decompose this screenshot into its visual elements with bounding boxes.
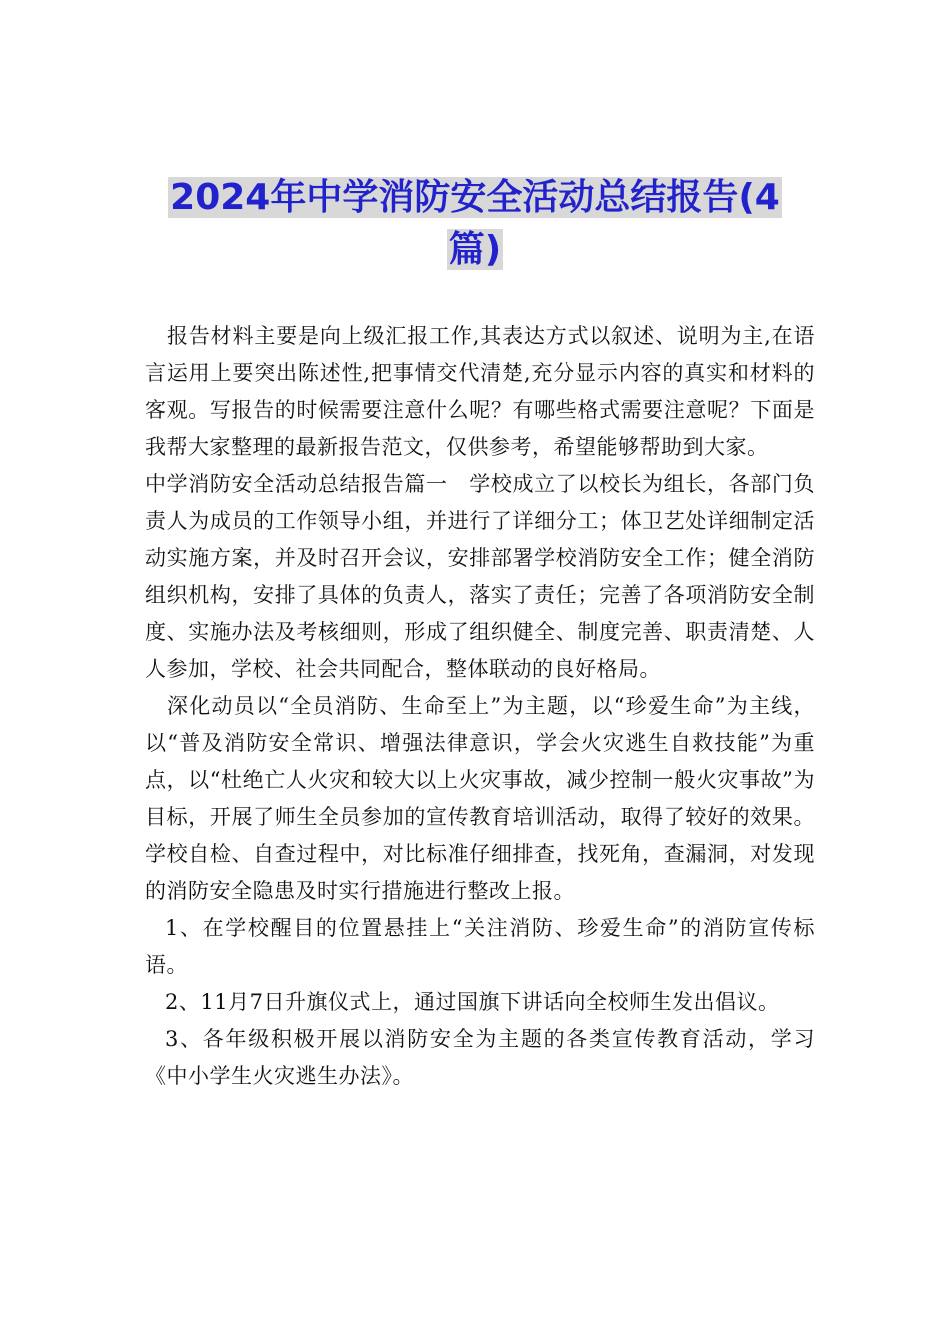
list-item-2: 2、11月7日升旗仪式上，通过国旗下讲话向全校师生发出倡议。 (165, 990, 780, 1014)
document-body (145, 318, 815, 1095)
document-title (150, 172, 800, 276)
section-one-paragraph: 中学消防安全活动总结报告篇一 学校成立了以校长为组长，各部门负责人为成员的工作领导小组，并进行了详细分工；体卫艺处详细制定活动实施方案，并及时召开会议，安排部署学校消防安全工作；健全消防组织机构，安排了具体的负责人，落实了责任；完善了各项消防安全制度、实施办法及考核细则，形成了组织健全、制度完善、职责清楚、人人参加，学校、社会共同配合，整体联动的良好格局。 (145, 472, 815, 681)
list-item-1: 1、在学校醒目的位置悬挂上“关注消防、珍爱生命”的消防宣传标语。 (145, 916, 815, 977)
title-line-1: 2024年中学消防安全活动总结报告(4 (170, 177, 780, 218)
mobilization-paragraph: 深化动员以“全员消防、生命至上”为主题，以“珍爱生命”为主线，以“普及消防安全常识、增强法律意识，学会火灾逃生自救技能”为重点，以“杜绝亡人火灾和较大以上火灾事故，减少控制一般火灾事故”为目标，开展了师生全员参加的宣传教育培训活动，取得了较好的效果。学校自检、自查过程中，对比标准仔细排查，找死角，查漏洞，对发现的消防安全隐患及时实行措施进行整改上报。 (145, 694, 815, 903)
intro-paragraph: 报告材料主要是向上级汇报工作,其表达方式以叙述、说明为主,在语言运用上要突出陈述性,把事情交代清楚,充分显示内容的真实和材料的客观。写报告的时候需要注意什么呢？有哪些格式需要注意呢？下面是我帮大家整理的最新报告范文，仅供参考，希望能够帮助到大家。 (145, 324, 815, 459)
title-line-2: 篇) (448, 229, 502, 270)
list-item-3: 3、各年级积极开展以消防安全为主题的各类宣传教育活动，学习《中小学生火灾逃生办法》。 (145, 1027, 815, 1088)
